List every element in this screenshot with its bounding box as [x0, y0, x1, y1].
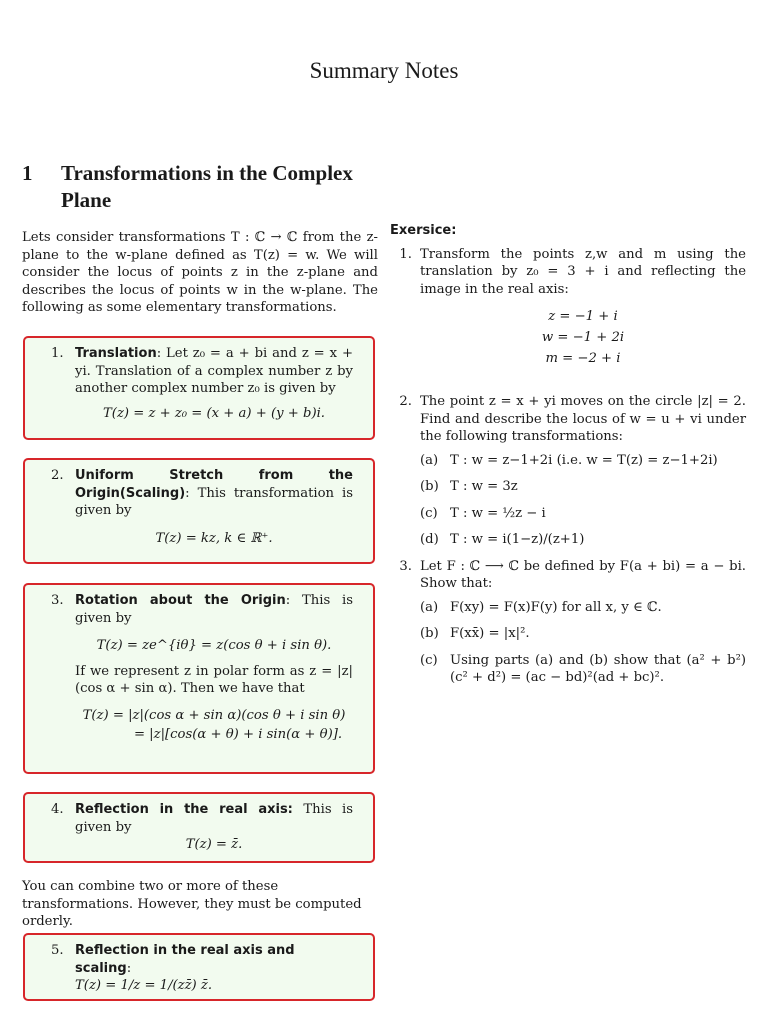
sub-text: T : w = z−1+2i (i.e. w = T(z) = z−1+2i): [450, 452, 718, 468]
box-text: : Let z₀ = a + bi and z = x + yi. Translation of a complex number z by another complex number z₀ is given by: [75, 346, 353, 396]
sub-text: T : w = i(1−z)/(z+1): [450, 532, 585, 547]
box-equation: T(z) = kz, k ∈ ℝ⁺.: [155, 530, 273, 546]
exercise-item: [390, 393, 746, 558]
box-heading: Uniform Stretch from the Origin(Scaling): [75, 468, 353, 501]
sub-label: (c): [420, 505, 438, 521]
box-equation: T(z) = ze^{iθ} = z(cos θ + i sin θ).: [96, 638, 332, 653]
reflection-box: [23, 792, 375, 863]
equation-z: z = −1 + i: [548, 309, 618, 324]
sub-item: [420, 531, 746, 549]
exercise-item: [390, 246, 746, 380]
exercise-heading: Exersice:: [390, 223, 457, 238]
reflection-scaling-box: [23, 933, 375, 1001]
sub-text: Using parts (a) and (b) show that (a² + b²)(c² + d²) = (ac − bd)²(ad + bc)².: [450, 652, 746, 685]
sub-item: [420, 505, 746, 523]
sub-label: (c): [420, 652, 438, 668]
box-text: :: [126, 960, 132, 976]
intro-paragraph: Lets consider transformations T : ℂ → ℂ from the z-plane to the w-plane defined as T(z) = w. We will consider the locus of points z in the z-plane and describes the locus of points w in the w-plane. The following as some elementary transformations.: [22, 230, 378, 315]
sub-item: [420, 478, 746, 496]
box-heading: Translation: [75, 346, 157, 361]
sub-text: F(xx̄) = |x|².: [450, 626, 530, 641]
box-equation: T(z) = z̄.: [185, 837, 243, 852]
sub-label: (a): [420, 452, 439, 468]
exercise-number: 1.: [399, 246, 412, 262]
exercise-text: Let F : ℂ ⟶ ℂ be defined by F(a + bi) = a − bi. Show that:: [420, 558, 746, 591]
exercise-equations: [420, 306, 746, 369]
box-number: 4.: [51, 802, 64, 817]
box-equation-line-2: = |z|[cos(α + θ) + i sin(α + θ)].: [133, 726, 343, 742]
box-number: 3.: [51, 593, 64, 608]
sub-list: [420, 599, 746, 687]
sub-item: [420, 625, 746, 643]
sub-label: (b): [420, 626, 439, 641]
box-equation: T(z) = 1/z = 1/(zz̄) z̄.: [75, 978, 213, 993]
section-heading: [22, 160, 382, 214]
equation-m: m = −2 + i: [545, 351, 621, 366]
box-number: 1.: [51, 346, 64, 361]
box-text: : This transformation is given by: [75, 485, 353, 518]
box-heading: Rotation about the Origin: [75, 593, 286, 608]
box-equation: T(z) = z + z₀ = (x + a) + (y + b)i.: [103, 405, 325, 421]
exercise-item: [390, 558, 746, 696]
combination-note: You can combine two or more of these transformations. However, they must be computed orderly.: [22, 879, 362, 929]
sub-list: [420, 452, 746, 549]
document-title: Summary Notes: [309, 58, 459, 83]
box-number: 5.: [51, 943, 64, 958]
section-title: Transformations in the Complex Plane: [61, 161, 353, 212]
exercise-text: Transform the points z,w and m using the translation by z₀ = 3 + i and reflecting the image in the real axis:: [420, 246, 746, 297]
sub-text: T : w = ½z − i: [450, 505, 546, 521]
exercise-number: 2.: [399, 394, 412, 409]
sub-text: T : w = 3z: [450, 479, 518, 494]
sub-item: [420, 452, 746, 470]
box-heading: Reflection in the real axis and scaling: [75, 943, 295, 976]
sub-label: (b): [420, 479, 439, 494]
box-text: This is given by: [75, 802, 353, 835]
sub-text: F(xy) = F(x)F(y) for all x, y ∈ ℂ.: [450, 599, 662, 615]
exercise-column: [390, 222, 746, 696]
exercise-number: 3.: [399, 558, 412, 574]
box-equation-line-1: T(z) = |z|(cos α + sin α)(cos θ + i sin θ): [82, 707, 346, 723]
box-text: : This is given by: [75, 593, 354, 626]
sub-label: (d): [420, 532, 439, 547]
scaling-box: [23, 458, 375, 564]
translation-box: [23, 336, 375, 440]
exercise-text: The point z = x + yi moves on the circle |z| = 2. Find and describe the locus of w = u + vi under the following transformations:: [420, 394, 746, 444]
box-heading: Reflection in the real axis:: [75, 802, 293, 817]
box-continuation: If we represent z in polar form as z = |z|(cos α + sin α). Then we have that: [75, 663, 353, 696]
sub-label: (a): [420, 599, 439, 615]
equation-w: w = −1 + 2i: [541, 330, 625, 345]
section-number: 1: [22, 161, 33, 185]
box-number: 2.: [51, 468, 64, 483]
rotation-box: [23, 583, 375, 774]
sub-item: [420, 599, 746, 617]
sub-item: [420, 652, 746, 687]
